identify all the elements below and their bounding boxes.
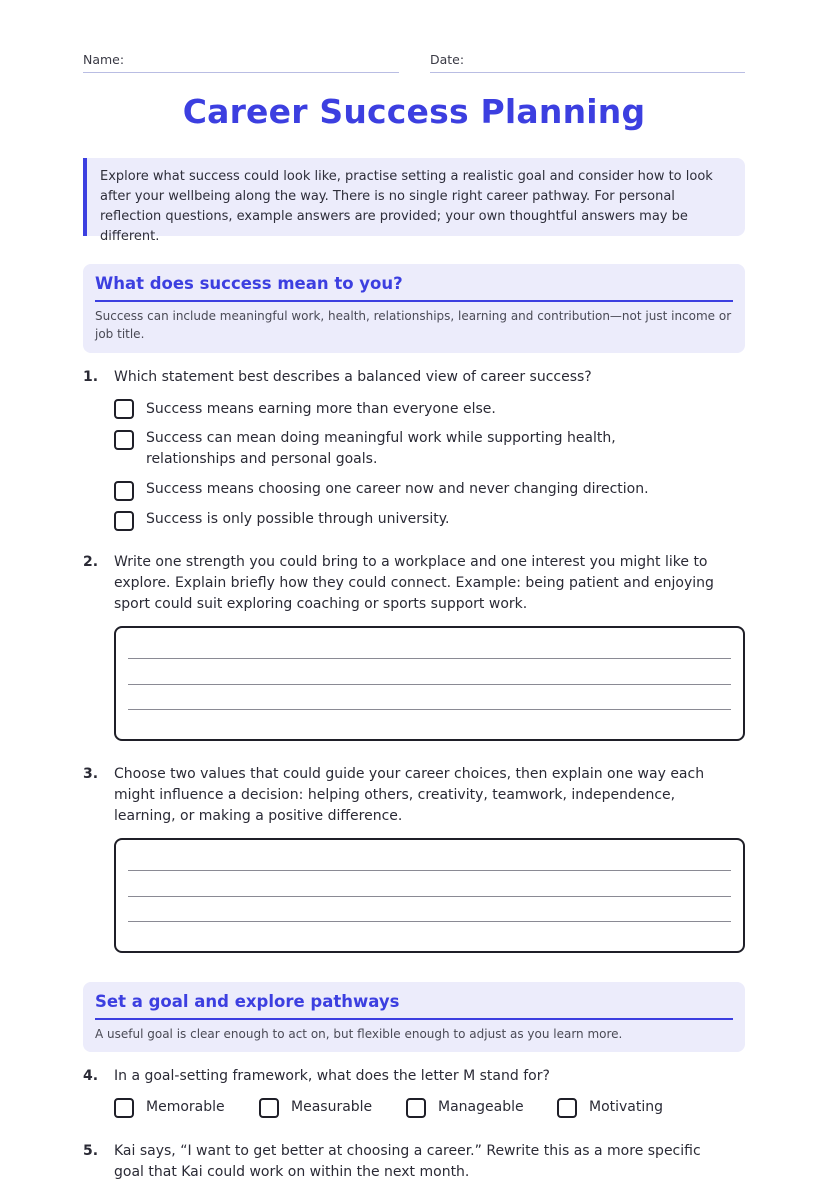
checkbox[interactable] — [406, 1098, 426, 1118]
question-number: 2. — [83, 554, 99, 570]
question-number: 1. — [83, 369, 99, 385]
option-label: Manageable — [438, 1099, 524, 1115]
checkbox[interactable] — [114, 430, 134, 450]
question-4-option-b[interactable] — [259, 1097, 372, 1118]
option-label: Measurable — [291, 1099, 373, 1115]
checkbox[interactable] — [114, 481, 134, 501]
section-goal-pathways — [83, 982, 745, 1052]
date-field[interactable] — [430, 52, 745, 73]
question-text: In a goal-setting framework, what does the letter M stand for? — [114, 1068, 550, 1084]
question-5 — [83, 1141, 745, 1183]
option-label: Success means choosing one career now and never changing direction. — [146, 481, 649, 497]
question-2 — [83, 552, 745, 615]
question-1-option-b[interactable] — [114, 428, 709, 470]
option-label: Success means earning more than everyone else. — [146, 401, 496, 417]
question-1-option-c[interactable] — [114, 479, 714, 500]
question-1-option-a[interactable] — [114, 399, 714, 420]
question-1 — [83, 367, 745, 388]
question-text: Choose two values that could guide your career choices, then explain one way each might influence a decision: helping others, creativity, teamwork, independence, learning, or making a positive difference. — [114, 766, 705, 824]
question-1-option-d[interactable] — [114, 509, 714, 530]
writing-line — [128, 870, 731, 871]
section-subtitle: A useful goal is clear enough to act on, but flexible enough to adjust as you learn more. — [95, 1027, 623, 1041]
question-4 — [83, 1066, 745, 1087]
writing-line — [128, 896, 731, 897]
name-field[interactable] — [83, 52, 399, 73]
date-label: Date: — [430, 52, 465, 67]
section-subtitle: Success can include meaningful work, health, relationships, learning and contribution—not just income or job title. — [95, 309, 732, 341]
question-3-answer-box[interactable] — [114, 838, 745, 953]
section-title: What does success mean to you? — [95, 274, 733, 302]
option-label: Motivating — [589, 1099, 664, 1115]
section-title: Set a goal and explore pathways — [95, 992, 733, 1020]
intro-callout: Explore what success could look like, practise setting a realistic goal and consider how to look after your wellbeing along the way. There is no single right career pathway. For personal reflection questions, example answers are provided; your own thoughtful answers may be different. — [83, 158, 745, 236]
checkbox[interactable] — [114, 1098, 134, 1118]
checkbox[interactable] — [114, 399, 134, 419]
question-number: 3. — [83, 766, 99, 782]
section-success-meaning — [83, 264, 745, 353]
writing-line — [128, 709, 731, 710]
checkbox[interactable] — [114, 511, 134, 531]
question-number: 4. — [83, 1068, 99, 1084]
name-date-row — [83, 52, 745, 74]
option-label: Success is only possible through university. — [146, 511, 450, 527]
question-4-option-a[interactable] — [114, 1097, 225, 1118]
writing-line — [128, 658, 731, 659]
question-text: Write one strength you could bring to a workplace and one interest you might like to explore. Explain briefly how they could connect. Example: being patient and enjoying sport could suit exploring coaching or sports support work. — [114, 554, 714, 612]
name-label: Name: — [83, 52, 125, 67]
question-4-option-d[interactable] — [557, 1097, 663, 1118]
question-number: 5. — [83, 1143, 99, 1159]
question-text: Kai says, “I want to get better at choosing a career.” Rewrite this as a more specific goal that Kai could work on within the next month. — [114, 1143, 701, 1180]
option-label: Memorable — [146, 1099, 225, 1115]
checkbox[interactable] — [259, 1098, 279, 1118]
question-3 — [83, 764, 745, 827]
question-text: Which statement best describes a balanced view of career success? — [114, 369, 592, 385]
page-title: Career Success Planning — [182, 92, 646, 131]
option-label: Success can mean doing meaningful work while supporting health, relationships and personal goals. — [146, 430, 616, 467]
question-2-answer-box[interactable] — [114, 626, 745, 741]
writing-line — [128, 921, 731, 922]
writing-line — [128, 684, 731, 685]
question-4-option-c[interactable] — [406, 1097, 524, 1118]
checkbox[interactable] — [557, 1098, 577, 1118]
